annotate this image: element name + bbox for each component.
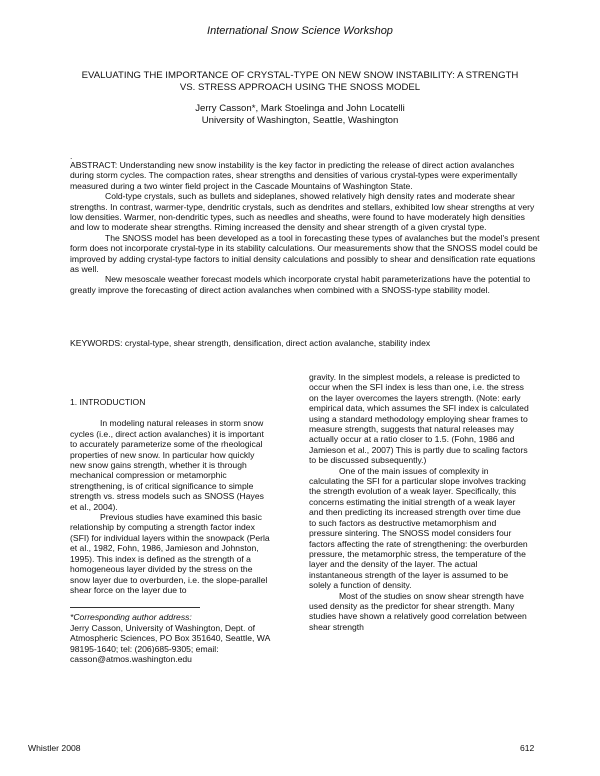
footnote-body: Jerry Casson, University of Washington, Dept. of Atmospheric Sciences, PO Box 351640, Seattle, WA 98195-1640; tel: (206)685-9305; email: casson@atmos.washington.edu bbox=[70, 622, 270, 664]
abstract bbox=[70, 152, 540, 295]
abstract-paragraph-4: New mesoscale weather forecast models which incorporate crystal habit parameterizations have the potential to greatly improve the forecasting of direct action avalanches when combined with a SNOSS-type stability model. bbox=[70, 274, 531, 295]
author-affiliation: University of Washington, Seattle, Washington bbox=[201, 115, 399, 126]
left-column bbox=[70, 397, 270, 664]
paper-title-line-1: EVALUATING THE IMPORTANCE OF CRYSTAL-TYPE ON NEW SNOW INSTABILITY: A STRENGTH bbox=[81, 70, 519, 81]
author-names: Jerry Casson*, Mark Stoelinga and John Locatelli bbox=[195, 103, 405, 114]
intro-paragraph-2: Previous studies have examined this basic relationship by computing a strength factor index (SFI) for individual layers within the snowpack (Perla et al., 1982, Fohn, 1986, Jamieson and Johnston, 1995). This index is defined as the strength of a homogeneous layer divided by the stress on the snow layer due to overburden, i.e. the slope-parallel shear force on the layer due to bbox=[70, 512, 270, 595]
paper-title-line-2: VS. STRESS APPROACH USING THE SNOSS MODEL bbox=[179, 82, 421, 93]
footnote-heading: *Corresponding author address: bbox=[70, 612, 192, 623]
footnote-divider bbox=[70, 607, 200, 608]
abstract-marker: . bbox=[70, 151, 73, 161]
author-block bbox=[60, 103, 540, 127]
keywords: KEYWORDS: crystal-type, shear strength, densification, direct action avalanche, stability index bbox=[70, 338, 431, 348]
abstract-paragraph-3: The SNOSS model has been developed as a tool in forecasting these types of avalanches but the model's present form does not incorporate crystal-type in its stability calculations. Our measurements show that the SNOSS model could be improved by adding crystal-type factors to initial density calculations and possibly to shear and densification rate equations as well. bbox=[70, 232, 540, 275]
abstract-paragraph-2: Cold-type crystals, such as bullets and sideplanes, showed relatively high density rates and moderate shear strengths. In contrast, warmer-type, dendritic crystals, such as dendrites and stellars, exhibited low shear strengths at very low densities. Warmer, non-dendritic types, such as needles and sheaths, were found to have moderately high densities and low to moderate shear strengths. Riming increased the density and shear strength of a given crystal type. bbox=[70, 191, 535, 233]
intro-paragraph-1: In modeling natural releases in storm snow cycles (i.e., direct action avalanches) it is important to accurately parameterize some of the rheological properties of new snow. In particular how quickly new snow gains strength, whether it is through mechanical compression or metamorphic strengthening, is of critical significance to simple strength vs. stress models such as SNOSS (Hayes et al., 2004). bbox=[70, 418, 264, 512]
intro-paragraph-5: Most of the studies on snow shear strength have used density as the predictor for shear strength. Many studies have shown a relatively good correlation between shear strength bbox=[309, 590, 527, 632]
intro-paragraph-3: gravity. In the simplest models, a release is predicted to occur when the SFI index is less than one, i.e. the stress on the layer overcomes the layers strength. (Note: early empirical data, which assumes the SFI index is calculated using a standard methodology employing shear frames to measure strength, suggests that natural releases may actually occur at a ratio closer to 1.5. (Fohn, 1986 and Jamieson et al., 2007) This is partly due to scaling factors to be discussed subsequently.) bbox=[309, 372, 529, 466]
page-number: 612 bbox=[520, 743, 535, 753]
abstract-paragraph-1: ABSTRACT: Understanding new snow instability is the key factor in predicting the release of direct action avalanches during storm cycles. The compaction rates, shear strengths and densities of various crystal-types were experimentally measured during a two winter field project in the Cascade Mountains of Washington State. bbox=[70, 160, 518, 191]
footer-venue: Whistler 2008 bbox=[28, 743, 81, 753]
intro-paragraph-4: One of the main issues of complexity in calculating the SFI for a particular slope involves tracking the strength evolution of a weak layer. Specifically, this concerns estimating the initial strength of a weak layer and then predicting its increased strength over time due to such factors as destructive metamorphism and pressure sintering. The SNOSS model considers four factors affecting the rate of strengthening: the overburden pressure, the metamorphic stress, the temperature of the layer and the density of the layer. The actual instantaneous strength of the layer is assumed to be solely a function of density. bbox=[309, 465, 528, 591]
running-header: International Snow Science Workshop bbox=[207, 25, 393, 37]
right-column bbox=[309, 372, 529, 632]
section-heading-introduction: 1. INTRODUCTION bbox=[70, 397, 146, 407]
paper-title bbox=[60, 70, 540, 94]
